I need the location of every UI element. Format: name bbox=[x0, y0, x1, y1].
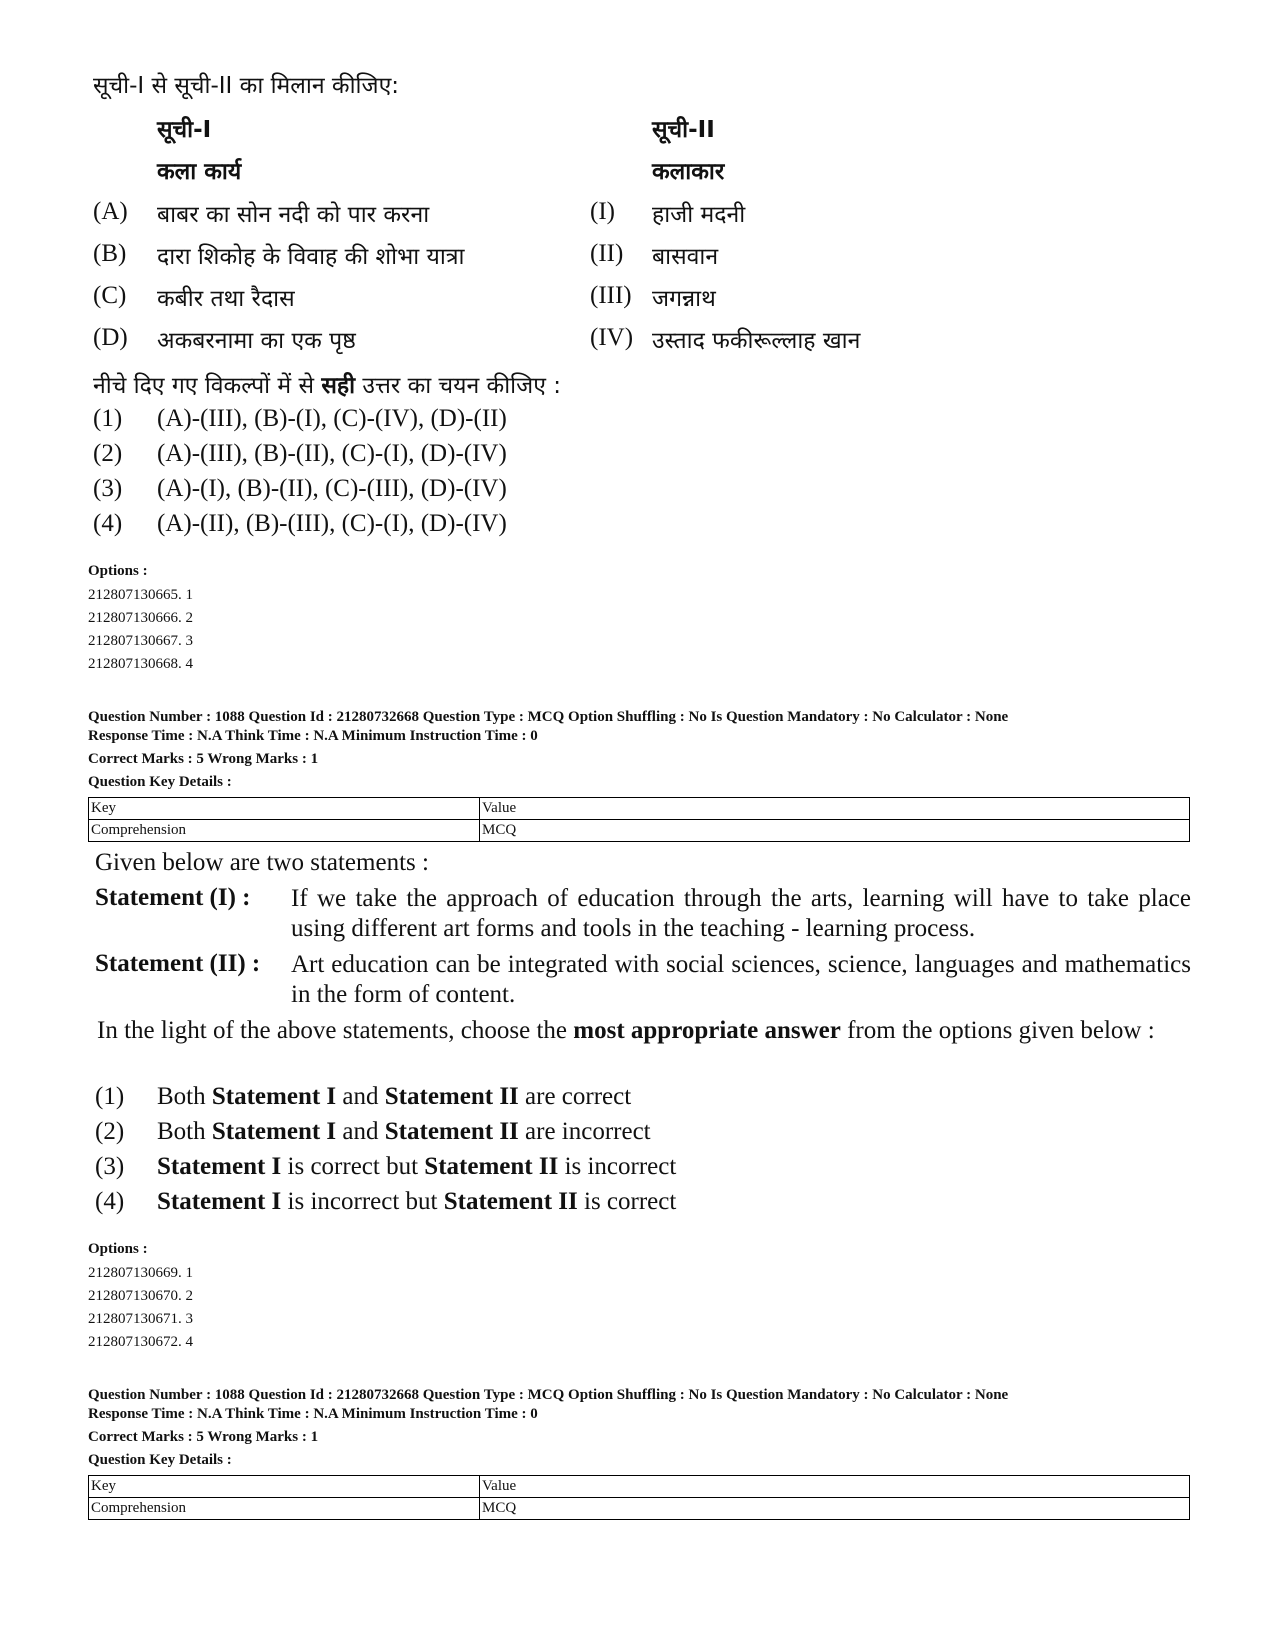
q1-choice-num: (3) bbox=[93, 475, 123, 502]
row-item-d: अकबरनामा का एक पृष्ठ bbox=[157, 328, 356, 354]
row-item-b: दारा शिकोह के विवाह की शोभा यात्रा bbox=[157, 244, 465, 270]
row-label-iii: (III) bbox=[590, 282, 632, 309]
q2-choice-num: (1) bbox=[95, 1083, 125, 1110]
row-label-a: (A) bbox=[93, 198, 128, 225]
statement-2-label: Statement (II) : bbox=[95, 950, 261, 977]
row-artist-iii: जगन्नाथ bbox=[652, 286, 716, 312]
question-meta-line: Question Number : 1088 Question Id : 21280732668 Question Type : MCQ Option Shuffling : No Is Question Mandatory : No Calculator : None bbox=[88, 709, 1009, 725]
key-cell: Comprehension bbox=[89, 1498, 480, 1520]
value-header: Value bbox=[480, 1476, 1190, 1498]
q2-choice-num: (2) bbox=[95, 1118, 125, 1145]
q1-choice-text: (A)-(III), (B)-(II), (C)-(I), (D)-(IV) bbox=[157, 440, 507, 467]
q1-choice-num: (1) bbox=[93, 405, 123, 432]
q2-choice-text: Statement I is incorrect but Statement II is correct bbox=[157, 1188, 677, 1215]
question-key-table bbox=[88, 797, 1190, 842]
q1-choice-num: (2) bbox=[93, 440, 123, 467]
row-label-b: (B) bbox=[93, 240, 127, 267]
q2-question: In the light of the above statements, choose the most appropriate answer from the options given below : bbox=[97, 1017, 1155, 1044]
list2-subtitle: कलाकार bbox=[652, 159, 725, 185]
options-label: Options : bbox=[88, 563, 148, 579]
q1-instruction: सूची-I से सूची-II का मिलान कीजिए: bbox=[93, 73, 400, 99]
q2-choice-num: (4) bbox=[95, 1188, 125, 1215]
list1-title: सूची-I bbox=[157, 117, 212, 143]
statement-1-label: Statement (I) : bbox=[95, 884, 251, 911]
value-header: Value bbox=[480, 798, 1190, 820]
question-key-details-label: Question Key Details : bbox=[88, 1452, 232, 1468]
statement-2-text: Art education can be integrated with social sciences, science, languages and mathematics in the form of content. bbox=[291, 951, 1191, 1008]
q2-intro: Given below are two statements : bbox=[95, 849, 429, 876]
row-item-a: बाबर का सोन नदी को पार करना bbox=[157, 202, 430, 228]
q1-choose-instruction: नीचे दिए गए विकल्पों में से सही उत्तर का चयन कीजिए : bbox=[93, 373, 561, 399]
key-header: Key bbox=[89, 798, 480, 820]
option-id: 212807130669. 1 bbox=[88, 1265, 193, 1281]
question-marks: Correct Marks : 5 Wrong Marks : 1 bbox=[88, 751, 319, 767]
q1-choice-text: (A)-(I), (B)-(II), (C)-(III), (D)-(IV) bbox=[157, 475, 507, 502]
row-label-ii: (II) bbox=[590, 240, 624, 267]
q1-choice-text: (A)-(III), (B)-(I), (C)-(IV), (D)-(II) bbox=[157, 405, 507, 432]
q1-choice-text: (A)-(II), (B)-(III), (C)-(I), (D)-(IV) bbox=[157, 510, 507, 537]
question-key-table bbox=[88, 1475, 1190, 1520]
list2-title: सूची-II bbox=[652, 117, 715, 143]
q2-choice-text: Both Statement I and Statement II are incorrect bbox=[157, 1118, 651, 1145]
option-id: 212807130665. 1 bbox=[88, 587, 193, 603]
question-key-details-label: Question Key Details : bbox=[88, 774, 232, 790]
option-id: 212807130667. 3 bbox=[88, 633, 193, 649]
list1-subtitle: कला कार्य bbox=[157, 159, 242, 185]
statement-1-text: If we take the approach of education through the arts, learning will have to take place using different art forms and tools in the teaching - learning process. bbox=[291, 885, 1191, 942]
option-id: 212807130666. 2 bbox=[88, 610, 193, 626]
row-label-iv: (IV) bbox=[590, 324, 634, 351]
q2-choice-text: Statement I is correct but Statement II is incorrect bbox=[157, 1153, 677, 1180]
row-label-i: (I) bbox=[590, 198, 615, 225]
row-label-d: (D) bbox=[93, 324, 128, 351]
question-meta-line: Question Number : 1088 Question Id : 21280732668 Question Type : MCQ Option Shuffling : No Is Question Mandatory : No Calculator : None bbox=[88, 1387, 1009, 1403]
row-item-c: कबीर तथा रैदास bbox=[157, 286, 295, 312]
value-cell: MCQ bbox=[480, 1498, 1190, 1520]
options-label: Options : bbox=[88, 1241, 148, 1257]
q2-choice-num: (3) bbox=[95, 1153, 125, 1180]
option-id: 212807130668. 4 bbox=[88, 656, 193, 672]
question-meta-line: Response Time : N.A Think Time : N.A Minimum Instruction Time : 0 bbox=[88, 1406, 538, 1422]
row-artist-ii: बासवान bbox=[652, 244, 719, 270]
q2-choice-text: Both Statement I and Statement II are correct bbox=[157, 1083, 632, 1110]
row-label-c: (C) bbox=[93, 282, 127, 309]
row-artist-i: हाजी मदनी bbox=[652, 202, 746, 228]
option-id: 212807130670. 2 bbox=[88, 1288, 193, 1304]
value-cell: MCQ bbox=[480, 820, 1190, 842]
key-cell: Comprehension bbox=[89, 820, 480, 842]
key-header: Key bbox=[89, 1476, 480, 1498]
option-id: 212807130671. 3 bbox=[88, 1311, 193, 1327]
q1-choice-num: (4) bbox=[93, 510, 123, 537]
question-marks: Correct Marks : 5 Wrong Marks : 1 bbox=[88, 1429, 319, 1445]
row-artist-iv: उस्ताद फकीरूल्लाह खान bbox=[652, 328, 861, 354]
question-meta-line: Response Time : N.A Think Time : N.A Minimum Instruction Time : 0 bbox=[88, 728, 538, 744]
option-id: 212807130672. 4 bbox=[88, 1334, 193, 1350]
